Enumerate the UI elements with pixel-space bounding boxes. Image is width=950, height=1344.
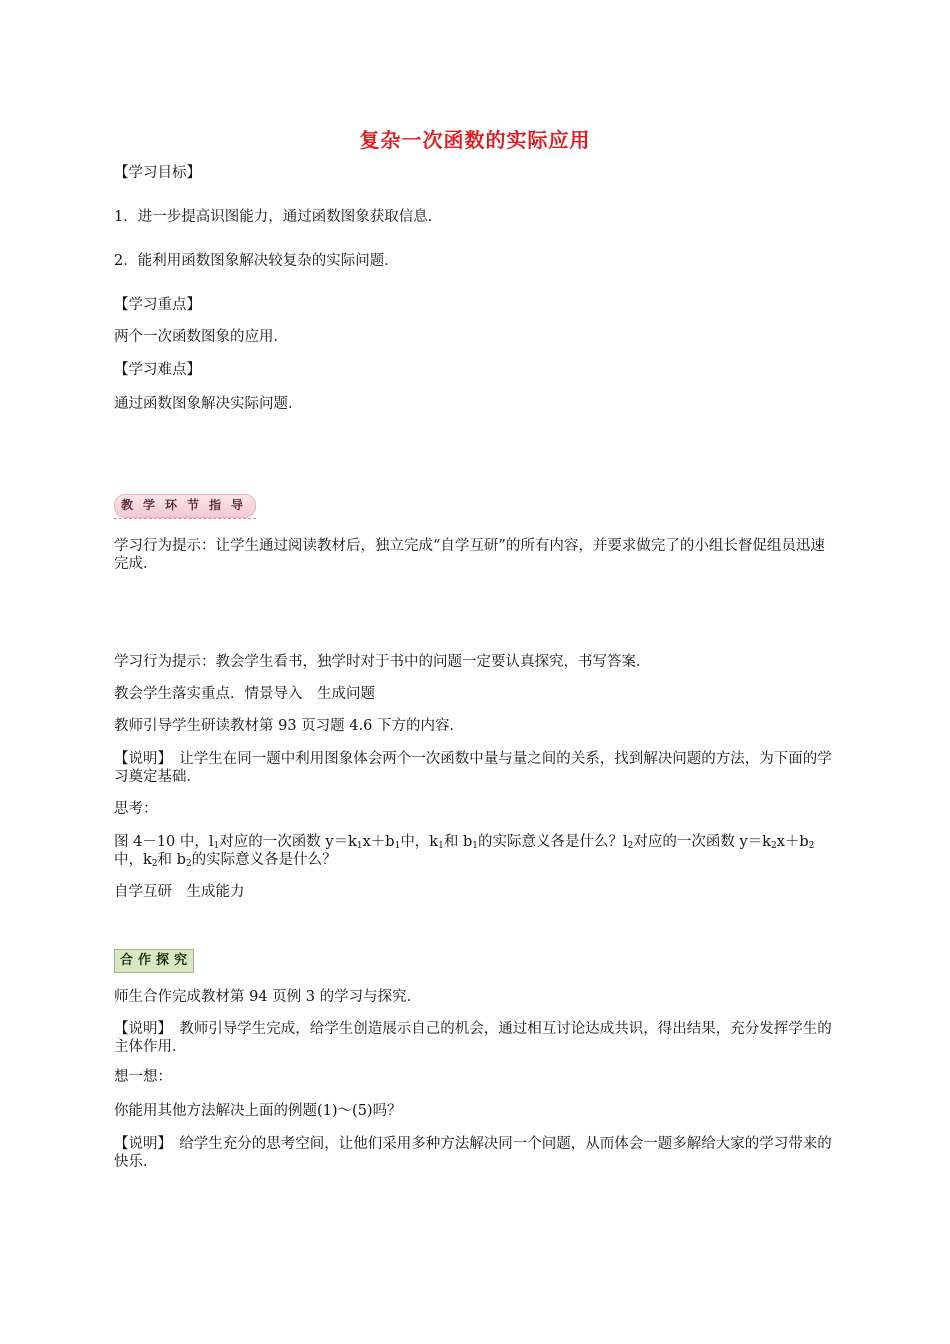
- guide-line-4: 教师引导学生研读教材第 93 页习题 4.6 下方的内容．: [114, 718, 464, 734]
- coop-line-1: 师生合作完成教材第 94 页例 3 的学习与探究．: [114, 989, 422, 1005]
- difficulty-heading: 【学习难点】: [114, 362, 201, 378]
- difficulty-text: 通过函数图象解决实际问题．: [114, 396, 303, 412]
- badge-char: 作: [137, 953, 151, 968]
- note-2: [114, 1020, 836, 1056]
- subscript: 1: [438, 841, 444, 851]
- subscript: 1: [472, 841, 478, 851]
- note-1: [114, 750, 836, 786]
- question-text: x＋b: [776, 834, 809, 850]
- focus-heading: 【学习重点】: [114, 297, 201, 313]
- cooperation-badge: [114, 949, 194, 973]
- note-label: 【说明】: [114, 751, 165, 767]
- section-heading: 自学互研 生成能力: [114, 884, 245, 900]
- badge-char: 探: [155, 953, 169, 968]
- subscript: 2: [627, 841, 634, 851]
- subscript: 2: [808, 841, 815, 851]
- objective-item-1: 1．进一步提高识图能力，通过函数图象获取信息．: [114, 209, 443, 225]
- question-text: x＋b: [362, 834, 395, 850]
- note-text: 教师引导学生完成，给学生创造展示自己的机会，通过相互讨论达成共识，得出结果，充分发挥学生的主体作用．: [114, 1021, 832, 1055]
- question-text: 对应的一次函数 y＝k: [633, 834, 771, 850]
- question-paragraph: [114, 833, 836, 869]
- badge-char: 教: [120, 498, 133, 512]
- coop-line-2: 你能用其他方法解决上面的例题(1)～(5)吗？: [114, 1103, 402, 1119]
- badge-char: 究: [173, 953, 187, 968]
- badge-char: 学: [142, 498, 155, 512]
- question-text: 和 b: [157, 852, 186, 868]
- objectives-heading: 【学习目标】: [114, 165, 201, 181]
- think2-label: 想一想：: [114, 1069, 172, 1085]
- badge-char: 合: [119, 953, 133, 968]
- subscript: 1: [213, 841, 220, 851]
- hint-paragraph-2: 学习行为提示：教会学生看书，独学时对于书中的问题一定要认真探究，书写答案．: [114, 654, 651, 670]
- badge-char: 环: [164, 498, 177, 512]
- subscript: 2: [770, 841, 777, 851]
- hint-paragraph-1: 学习行为提示：让学生通过阅读教材后，独立完成“自学互研”的所有内容，并要求做完了的小组长督促组员迅速完成．: [114, 538, 825, 572]
- subscript: 2: [151, 859, 158, 869]
- subscript: 2: [185, 859, 192, 869]
- document-title: 复杂一次函数的实际应用: [359, 128, 591, 152]
- teaching-guide-badge: [114, 494, 256, 520]
- note-text: 给学生充分的思考空间，让他们采用多种方法解决同一个问题，从而体会一题多解给大家的学习带来的快乐．: [114, 1136, 832, 1170]
- badge-underline: [114, 518, 256, 519]
- subscript: 1: [394, 841, 401, 851]
- guide-line-3: 教会学生落实重点．情景导入 生成问题: [114, 686, 375, 702]
- subscript: 1: [356, 841, 363, 851]
- badge-char: 节: [186, 498, 199, 512]
- focus-text: 两个一次函数图象的应用．: [114, 329, 288, 345]
- question-text: 中，k: [114, 852, 152, 868]
- note-3: [114, 1135, 836, 1171]
- think-label: 思考：: [114, 801, 158, 817]
- note-text: 让学生在同一题中利用图象体会两个一次函数中量与量之间的关系，找到解决问题的方法，为下面的学习奠定基础．: [114, 751, 832, 785]
- badge-char: 导: [230, 498, 243, 512]
- objective-item-2: 2．能利用函数图象解决较复杂的实际问题．: [114, 253, 399, 269]
- question-text: 中，k: [400, 834, 439, 850]
- question-text: 的实际意义各是什么？: [191, 852, 337, 868]
- badge-char: 指: [208, 498, 221, 512]
- note-label: 【说明】: [114, 1136, 165, 1152]
- question-text: 的实际意义各是什么？l: [477, 834, 628, 850]
- question-text: 对应的一次函数 y＝k: [219, 834, 357, 850]
- question-text: 和 b: [443, 834, 473, 850]
- note-label: 【说明】: [114, 1021, 165, 1037]
- question-text: 图 4－10 中，l: [114, 834, 214, 850]
